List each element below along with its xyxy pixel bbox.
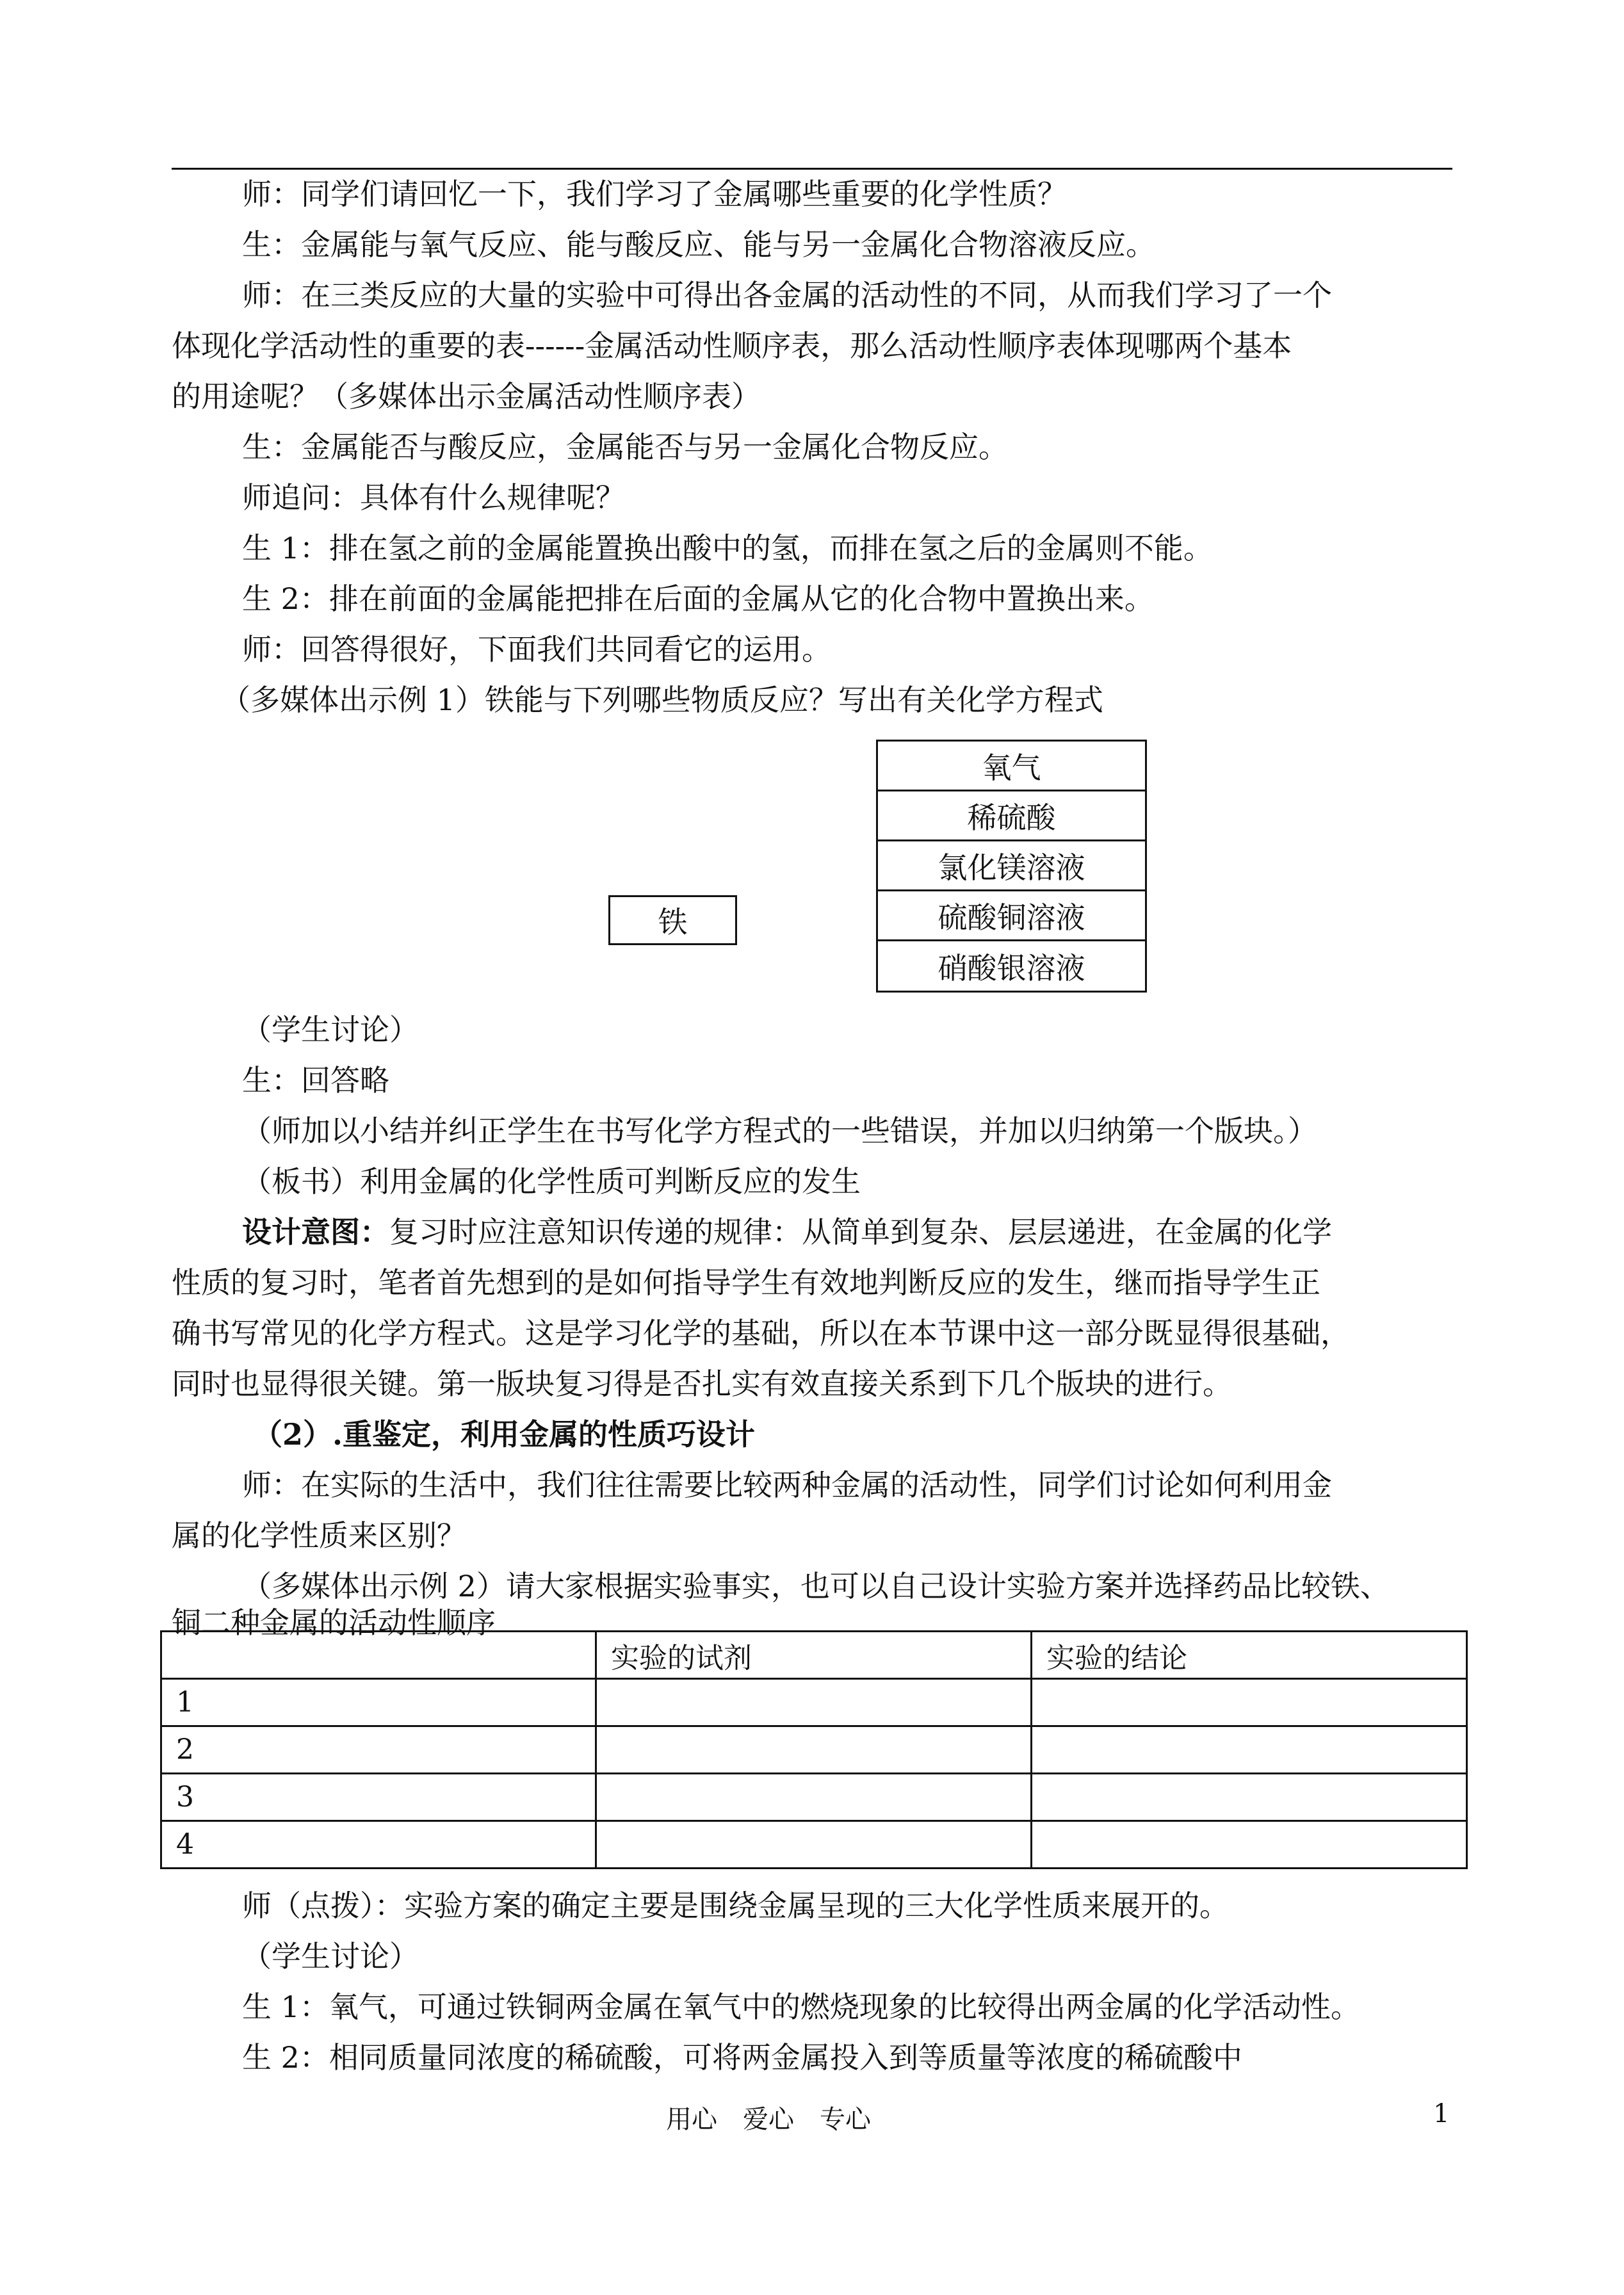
paragraph: （多媒体出示例 2）请大家根据实验事实，也可以自己设计实验方案并选择药品比较铁、 [242, 1569, 1390, 1603]
table-cell [596, 1821, 1031, 1869]
table-row [161, 1774, 1467, 1821]
design-intent-line: 确书写常见的化学方程式。这是学习化学的基础，所以在本节课中这一部分既显得很基础， [172, 1316, 1350, 1350]
design-intent-line: 设计意图：复习时应注意知识传递的规律：从简单到复杂、层层递进，在金属的化学 [242, 1215, 1332, 1249]
paragraph: 师：在实际的生活中，我们往往需要比较两种金属的活动性，同学们讨论如何利用金 [242, 1468, 1332, 1502]
paragraph: 师：同学们请回忆一下，我们学习了金属哪些重要的化学性质？ [242, 177, 1067, 211]
design-intent-label: 设计意图： [242, 1215, 389, 1249]
design-intent-line: 同时也显得很关键。第一版块复习得是否扎实有效直接关系到下几个版块的进行。 [172, 1366, 1232, 1401]
paragraph: 生 2：相同质量同浓度的稀硫酸，可将两金属投入到等质量等浓度的稀硫酸中 [242, 2040, 1242, 2075]
paragraph: 生 1：排在氢之前的金属能置换出酸中的氢，而排在氢之后的金属则不能。 [242, 531, 1213, 565]
table-row [161, 1679, 1467, 1726]
page-number: 1 [1433, 2099, 1450, 2129]
paragraph: 师追问：具体有什么规律呢？ [242, 480, 625, 515]
substance-item: 硫酸铜溶液 [878, 891, 1145, 941]
table-header-row [161, 1632, 1467, 1679]
table-header-cell: 实验的结论 [1031, 1632, 1466, 1679]
paragraph: （学生讨论） [242, 1012, 419, 1047]
table-cell: 3 [161, 1774, 596, 1821]
paragraph: 生 1：氧气，可通过铁铜两金属在氧气中的燃烧现象的比较得出两金属的化学活动性。 [242, 1990, 1360, 2024]
table-cell: 2 [161, 1726, 596, 1774]
paragraph: 铜二种金属的活动性顺序 [172, 1605, 496, 1640]
section-heading: （2）.重鉴定，利用金属的性质巧设计 [253, 1417, 756, 1452]
table-cell [596, 1774, 1031, 1821]
design-intent-line: 性质的复习时，笔者首先想到的是如何指导学生有效地判断反应的发生，继而指导学生正 [172, 1265, 1320, 1300]
paragraph: 生：回答略 [242, 1063, 389, 1098]
paragraph: 师（点拨）：实验方案的确定主要是围绕金属呈现的三大化学性质来展开的。 [242, 1888, 1229, 1923]
experiment-table [160, 1630, 1468, 1869]
substance-list [876, 740, 1147, 993]
paragraph: （板书）利用金属的化学性质可判断反应的发生 [242, 1164, 861, 1199]
table-cell [1031, 1726, 1466, 1774]
table-cell: 4 [161, 1821, 596, 1869]
paragraph: （师加以小结并纠正学生在书写化学方程式的一些错误，并加以归纳第一个版块。） [242, 1114, 1317, 1148]
paragraph: 体现化学活动性的重要的表------金属活动性顺序表，那么活动性顺序表体现哪两个基本 [172, 328, 1292, 363]
header-rule [172, 168, 1452, 170]
table-row [161, 1726, 1467, 1774]
paragraph: 属的化学性质来区别？ [172, 1518, 466, 1553]
paragraph: 的用途呢？（多媒体出示金属活动性顺序表） [172, 379, 761, 414]
table-header-cell [161, 1632, 596, 1679]
table-cell: 1 [161, 1679, 596, 1726]
paragraph: 生 2：排在前面的金属能把排在后面的金属从它的化合物中置换出来。 [242, 581, 1154, 616]
table-cell [596, 1726, 1031, 1774]
substance-item: 氧气 [878, 742, 1145, 791]
metal-box [608, 895, 737, 945]
table-cell [1031, 1821, 1466, 1869]
table-header-cell: 实验的试剂 [596, 1632, 1031, 1679]
metal-label: 铁 [658, 905, 688, 939]
table-cell [1031, 1679, 1466, 1726]
paragraph: 生：金属能否与酸反应，金属能否与另一金属化合物反应。 [242, 430, 1008, 464]
footer-motto: 用心 爱心 专心 [666, 2105, 871, 2134]
table-cell [1031, 1774, 1466, 1821]
substance-item: 稀硫酸 [878, 791, 1145, 841]
example-1-prompt: （多媒体出示例 1）铁能与下列哪些物质反应？写出有关化学方程式 [221, 683, 1103, 717]
paragraph: （学生讨论） [242, 1939, 419, 1974]
paragraph: 师：回答得很好，下面我们共同看它的运用。 [242, 632, 831, 667]
table-row [161, 1821, 1467, 1869]
paragraph: 师：在三类反应的大量的实验中可得出各金属的活动性的不同，从而我们学习了一个 [242, 278, 1332, 312]
substance-item: 氯化镁溶液 [878, 841, 1145, 891]
paragraph: 生：金属能与氧气反应、能与酸反应、能与另一金属化合物溶液反应。 [242, 227, 1155, 262]
table-cell [596, 1679, 1031, 1726]
substance-item: 硝酸银溶液 [938, 950, 1085, 985]
